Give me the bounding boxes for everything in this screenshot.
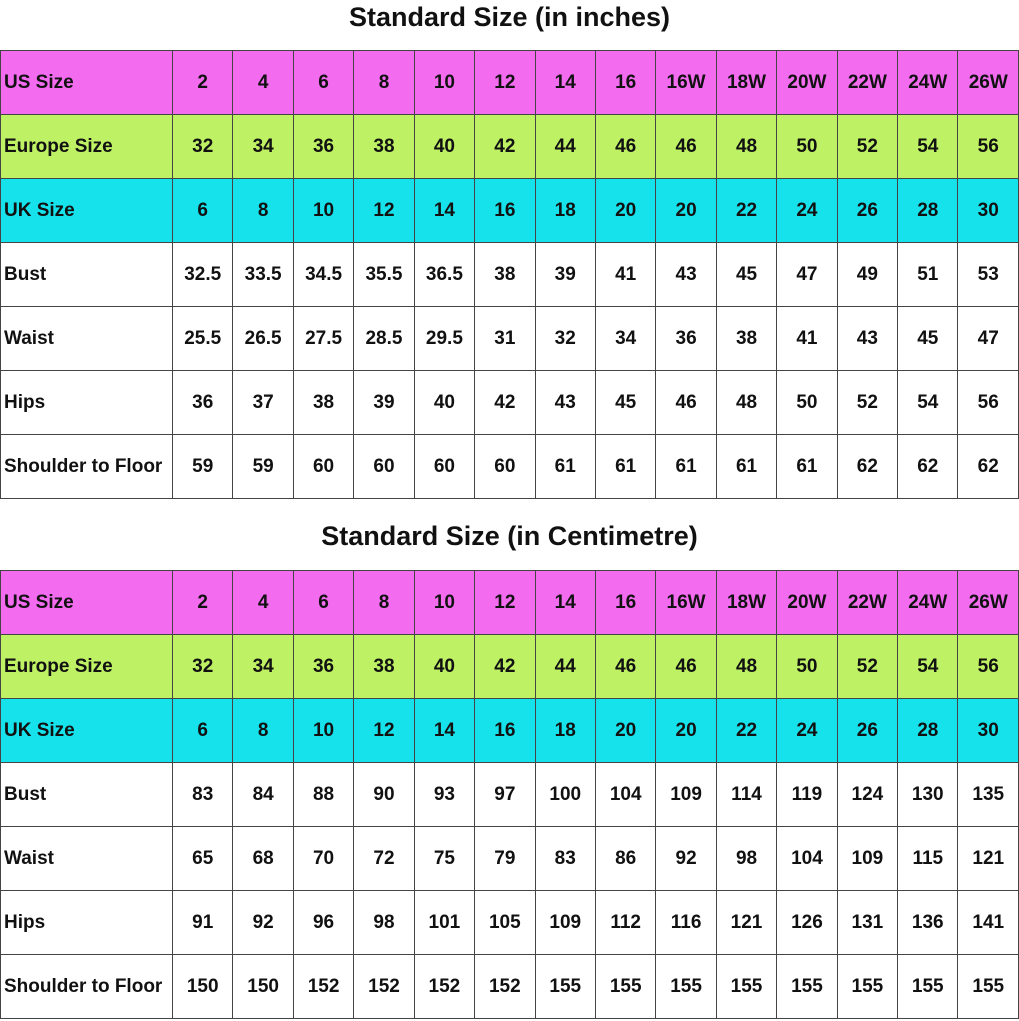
size-cell: 92 (656, 827, 716, 891)
size-cell: 104 (595, 763, 655, 827)
size-cell: 50 (777, 115, 837, 179)
size-cell: 8 (233, 699, 293, 763)
size-cell: 16W (656, 571, 716, 635)
size-cell: 36 (293, 115, 353, 179)
size-cell: 30 (958, 699, 1019, 763)
size-cell: 6 (173, 179, 233, 243)
size-cell: 52 (837, 635, 897, 699)
size-cell: 150 (173, 955, 233, 1019)
size-cell: 54 (898, 371, 958, 435)
size-cell: 116 (656, 891, 716, 955)
size-cell: 53 (958, 243, 1019, 307)
size-cell: 8 (354, 51, 414, 115)
size-cell: 92 (233, 891, 293, 955)
size-cell: 104 (777, 827, 837, 891)
size-cell: 28 (898, 699, 958, 763)
size-cell: 38 (716, 307, 776, 371)
size-cell: 40 (414, 635, 474, 699)
size-cell: 38 (293, 371, 353, 435)
size-cell: 45 (716, 243, 776, 307)
table-row (1, 179, 1019, 243)
size-cell: 18 (535, 699, 595, 763)
size-cell: 2 (173, 51, 233, 115)
inches-size-table (0, 50, 1019, 499)
table-row (1, 891, 1019, 955)
size-cell: 22W (837, 51, 897, 115)
size-cell: 48 (716, 635, 776, 699)
size-cell: 62 (898, 435, 958, 499)
size-cell: 56 (958, 115, 1019, 179)
size-cell: 70 (293, 827, 353, 891)
size-cell: 100 (535, 763, 595, 827)
size-cell: 62 (837, 435, 897, 499)
size-cell: 2 (173, 571, 233, 635)
size-cell: 32 (173, 635, 233, 699)
row-label: Waist (1, 307, 173, 371)
size-cell: 12 (475, 51, 535, 115)
size-cell: 34 (233, 115, 293, 179)
size-cell: 112 (595, 891, 655, 955)
size-cell: 72 (354, 827, 414, 891)
size-cell: 14 (414, 699, 474, 763)
size-cell: 38 (475, 243, 535, 307)
size-cell: 98 (354, 891, 414, 955)
size-cell: 43 (535, 371, 595, 435)
size-cell: 86 (595, 827, 655, 891)
row-label: UK Size (1, 699, 173, 763)
size-cell: 46 (656, 115, 716, 179)
size-cell: 51 (898, 243, 958, 307)
size-cell: 119 (777, 763, 837, 827)
size-cell: 16 (595, 571, 655, 635)
size-cell: 59 (233, 435, 293, 499)
size-cell: 56 (958, 635, 1019, 699)
size-cell: 135 (958, 763, 1019, 827)
size-cell: 22 (716, 179, 776, 243)
size-cell: 48 (716, 371, 776, 435)
size-cell: 79 (475, 827, 535, 891)
size-cell: 16 (595, 51, 655, 115)
size-cell: 41 (595, 243, 655, 307)
size-cell: 22W (837, 571, 897, 635)
size-cell: 35.5 (354, 243, 414, 307)
size-cell: 61 (595, 435, 655, 499)
size-cell: 155 (656, 955, 716, 1019)
centimetre-chart-title: Standard Size (in Centimetre) (321, 521, 698, 551)
table-row (1, 115, 1019, 179)
size-cell: 121 (958, 827, 1019, 891)
size-cell: 109 (837, 827, 897, 891)
centimetre-size-table (0, 570, 1019, 1019)
size-cell: 54 (898, 635, 958, 699)
size-cell: 124 (837, 763, 897, 827)
size-cell: 91 (173, 891, 233, 955)
inches-chart-title: Standard Size (in inches) (348, 2, 671, 32)
size-cell: 155 (898, 955, 958, 1019)
size-cell: 60 (475, 435, 535, 499)
size-cell: 14 (535, 51, 595, 115)
size-cell: 42 (475, 115, 535, 179)
size-cell: 56 (958, 371, 1019, 435)
size-cell: 130 (898, 763, 958, 827)
size-cell: 26.5 (233, 307, 293, 371)
size-cell: 54 (898, 115, 958, 179)
table-row (1, 51, 1019, 115)
size-cell: 59 (173, 435, 233, 499)
size-cell: 18W (716, 571, 776, 635)
table-row (1, 435, 1019, 499)
size-cell: 12 (354, 179, 414, 243)
size-cell: 152 (414, 955, 474, 1019)
size-cell: 6 (173, 699, 233, 763)
size-cell: 46 (595, 635, 655, 699)
size-cell: 10 (293, 699, 353, 763)
size-cell: 50 (777, 371, 837, 435)
table-row (1, 955, 1019, 1019)
size-cell: 32.5 (173, 243, 233, 307)
row-label: Hips (1, 891, 173, 955)
size-cell: 47 (777, 243, 837, 307)
size-cell: 152 (354, 955, 414, 1019)
size-cell: 14 (535, 571, 595, 635)
size-cell: 28 (898, 179, 958, 243)
size-cell: 24 (777, 699, 837, 763)
size-cell: 24W (898, 51, 958, 115)
size-cell: 20W (777, 571, 837, 635)
row-label: Europe Size (1, 635, 173, 699)
size-cell: 24 (777, 179, 837, 243)
size-cell: 43 (656, 243, 716, 307)
size-cell: 136 (898, 891, 958, 955)
size-cell: 34 (595, 307, 655, 371)
size-cell: 8 (233, 179, 293, 243)
size-cell: 24W (898, 571, 958, 635)
size-cell: 32 (173, 115, 233, 179)
size-cell: 20 (656, 699, 716, 763)
row-label: Bust (1, 243, 173, 307)
size-cell: 29.5 (414, 307, 474, 371)
size-cell: 109 (535, 891, 595, 955)
size-cell: 83 (173, 763, 233, 827)
size-cell: 114 (716, 763, 776, 827)
table-row (1, 571, 1019, 635)
size-cell: 155 (535, 955, 595, 1019)
row-label: Bust (1, 763, 173, 827)
row-label: UK Size (1, 179, 173, 243)
size-cell: 141 (958, 891, 1019, 955)
size-cell: 20 (595, 179, 655, 243)
size-cell: 88 (293, 763, 353, 827)
size-cell: 20 (595, 699, 655, 763)
table-row (1, 827, 1019, 891)
size-cell: 42 (475, 371, 535, 435)
size-cell: 26W (958, 51, 1019, 115)
size-cell: 4 (233, 51, 293, 115)
size-cell: 115 (898, 827, 958, 891)
size-cell: 36 (173, 371, 233, 435)
size-cell: 34.5 (293, 243, 353, 307)
size-cell: 36.5 (414, 243, 474, 307)
size-cell: 155 (837, 955, 897, 1019)
size-cell: 152 (475, 955, 535, 1019)
size-cell: 25.5 (173, 307, 233, 371)
size-cell: 96 (293, 891, 353, 955)
size-cell: 150 (233, 955, 293, 1019)
size-cell: 121 (716, 891, 776, 955)
size-cell: 46 (656, 371, 716, 435)
size-cell: 26 (837, 699, 897, 763)
size-cell: 4 (233, 571, 293, 635)
size-cell: 14 (414, 179, 474, 243)
size-cell: 37 (233, 371, 293, 435)
size-cell: 61 (535, 435, 595, 499)
table-row (1, 763, 1019, 827)
size-cell: 20 (656, 179, 716, 243)
size-cell: 16 (475, 179, 535, 243)
size-cell: 105 (475, 891, 535, 955)
table-row (1, 699, 1019, 763)
size-cell: 60 (414, 435, 474, 499)
size-cell: 49 (837, 243, 897, 307)
size-cell: 39 (535, 243, 595, 307)
size-cell: 10 (414, 51, 474, 115)
size-cell: 16W (656, 51, 716, 115)
size-cell: 18W (716, 51, 776, 115)
size-cell: 61 (716, 435, 776, 499)
row-label: Shoulder to Floor (1, 955, 173, 1019)
size-cell: 126 (777, 891, 837, 955)
size-cell: 12 (475, 571, 535, 635)
size-cell: 43 (837, 307, 897, 371)
size-cell: 26W (958, 571, 1019, 635)
size-cell: 61 (656, 435, 716, 499)
size-cell: 62 (958, 435, 1019, 499)
size-cell: 131 (837, 891, 897, 955)
size-cell: 18 (535, 179, 595, 243)
size-cell: 6 (293, 51, 353, 115)
size-cell: 36 (656, 307, 716, 371)
size-cell: 16 (475, 699, 535, 763)
size-cell: 83 (535, 827, 595, 891)
size-cell: 45 (898, 307, 958, 371)
size-cell: 155 (716, 955, 776, 1019)
size-cell: 44 (535, 115, 595, 179)
row-label: Europe Size (1, 115, 173, 179)
row-label: US Size (1, 571, 173, 635)
size-cell: 45 (595, 371, 655, 435)
size-cell: 75 (414, 827, 474, 891)
size-cell: 155 (595, 955, 655, 1019)
size-cell: 12 (354, 699, 414, 763)
size-cell: 101 (414, 891, 474, 955)
row-label: Waist (1, 827, 173, 891)
size-cell: 98 (716, 827, 776, 891)
size-cell: 52 (837, 115, 897, 179)
size-cell: 8 (354, 571, 414, 635)
size-cell: 40 (414, 371, 474, 435)
size-cell: 60 (293, 435, 353, 499)
size-cell: 50 (777, 635, 837, 699)
size-cell: 47 (958, 307, 1019, 371)
size-cell: 32 (535, 307, 595, 371)
size-cell: 48 (716, 115, 776, 179)
size-cell: 31 (475, 307, 535, 371)
size-cell: 42 (475, 635, 535, 699)
size-cell: 41 (777, 307, 837, 371)
size-cell: 84 (233, 763, 293, 827)
size-cell: 152 (293, 955, 353, 1019)
size-cell: 46 (595, 115, 655, 179)
size-cell: 90 (354, 763, 414, 827)
size-cell: 93 (414, 763, 474, 827)
size-cell: 22 (716, 699, 776, 763)
table-row (1, 307, 1019, 371)
size-cell: 10 (293, 179, 353, 243)
size-cell: 20W (777, 51, 837, 115)
table-row (1, 635, 1019, 699)
size-cell: 61 (777, 435, 837, 499)
size-cell: 97 (475, 763, 535, 827)
size-cell: 38 (354, 115, 414, 179)
size-cell: 39 (354, 371, 414, 435)
size-cell: 38 (354, 635, 414, 699)
size-cell: 65 (173, 827, 233, 891)
size-cell: 34 (233, 635, 293, 699)
size-cell: 26 (837, 179, 897, 243)
table-row (1, 243, 1019, 307)
table-row (1, 371, 1019, 435)
row-label: Hips (1, 371, 173, 435)
row-label: Shoulder to Floor (1, 435, 173, 499)
size-cell: 109 (656, 763, 716, 827)
size-cell: 6 (293, 571, 353, 635)
row-label: US Size (1, 51, 173, 115)
size-cell: 52 (837, 371, 897, 435)
size-cell: 40 (414, 115, 474, 179)
size-cell: 33.5 (233, 243, 293, 307)
size-cell: 155 (958, 955, 1019, 1019)
size-cell: 44 (535, 635, 595, 699)
size-cell: 155 (777, 955, 837, 1019)
size-cell: 68 (233, 827, 293, 891)
size-cell: 10 (414, 571, 474, 635)
size-cell: 30 (958, 179, 1019, 243)
size-cell: 46 (656, 635, 716, 699)
size-cell: 27.5 (293, 307, 353, 371)
size-cell: 36 (293, 635, 353, 699)
size-cell: 28.5 (354, 307, 414, 371)
size-cell: 60 (354, 435, 414, 499)
